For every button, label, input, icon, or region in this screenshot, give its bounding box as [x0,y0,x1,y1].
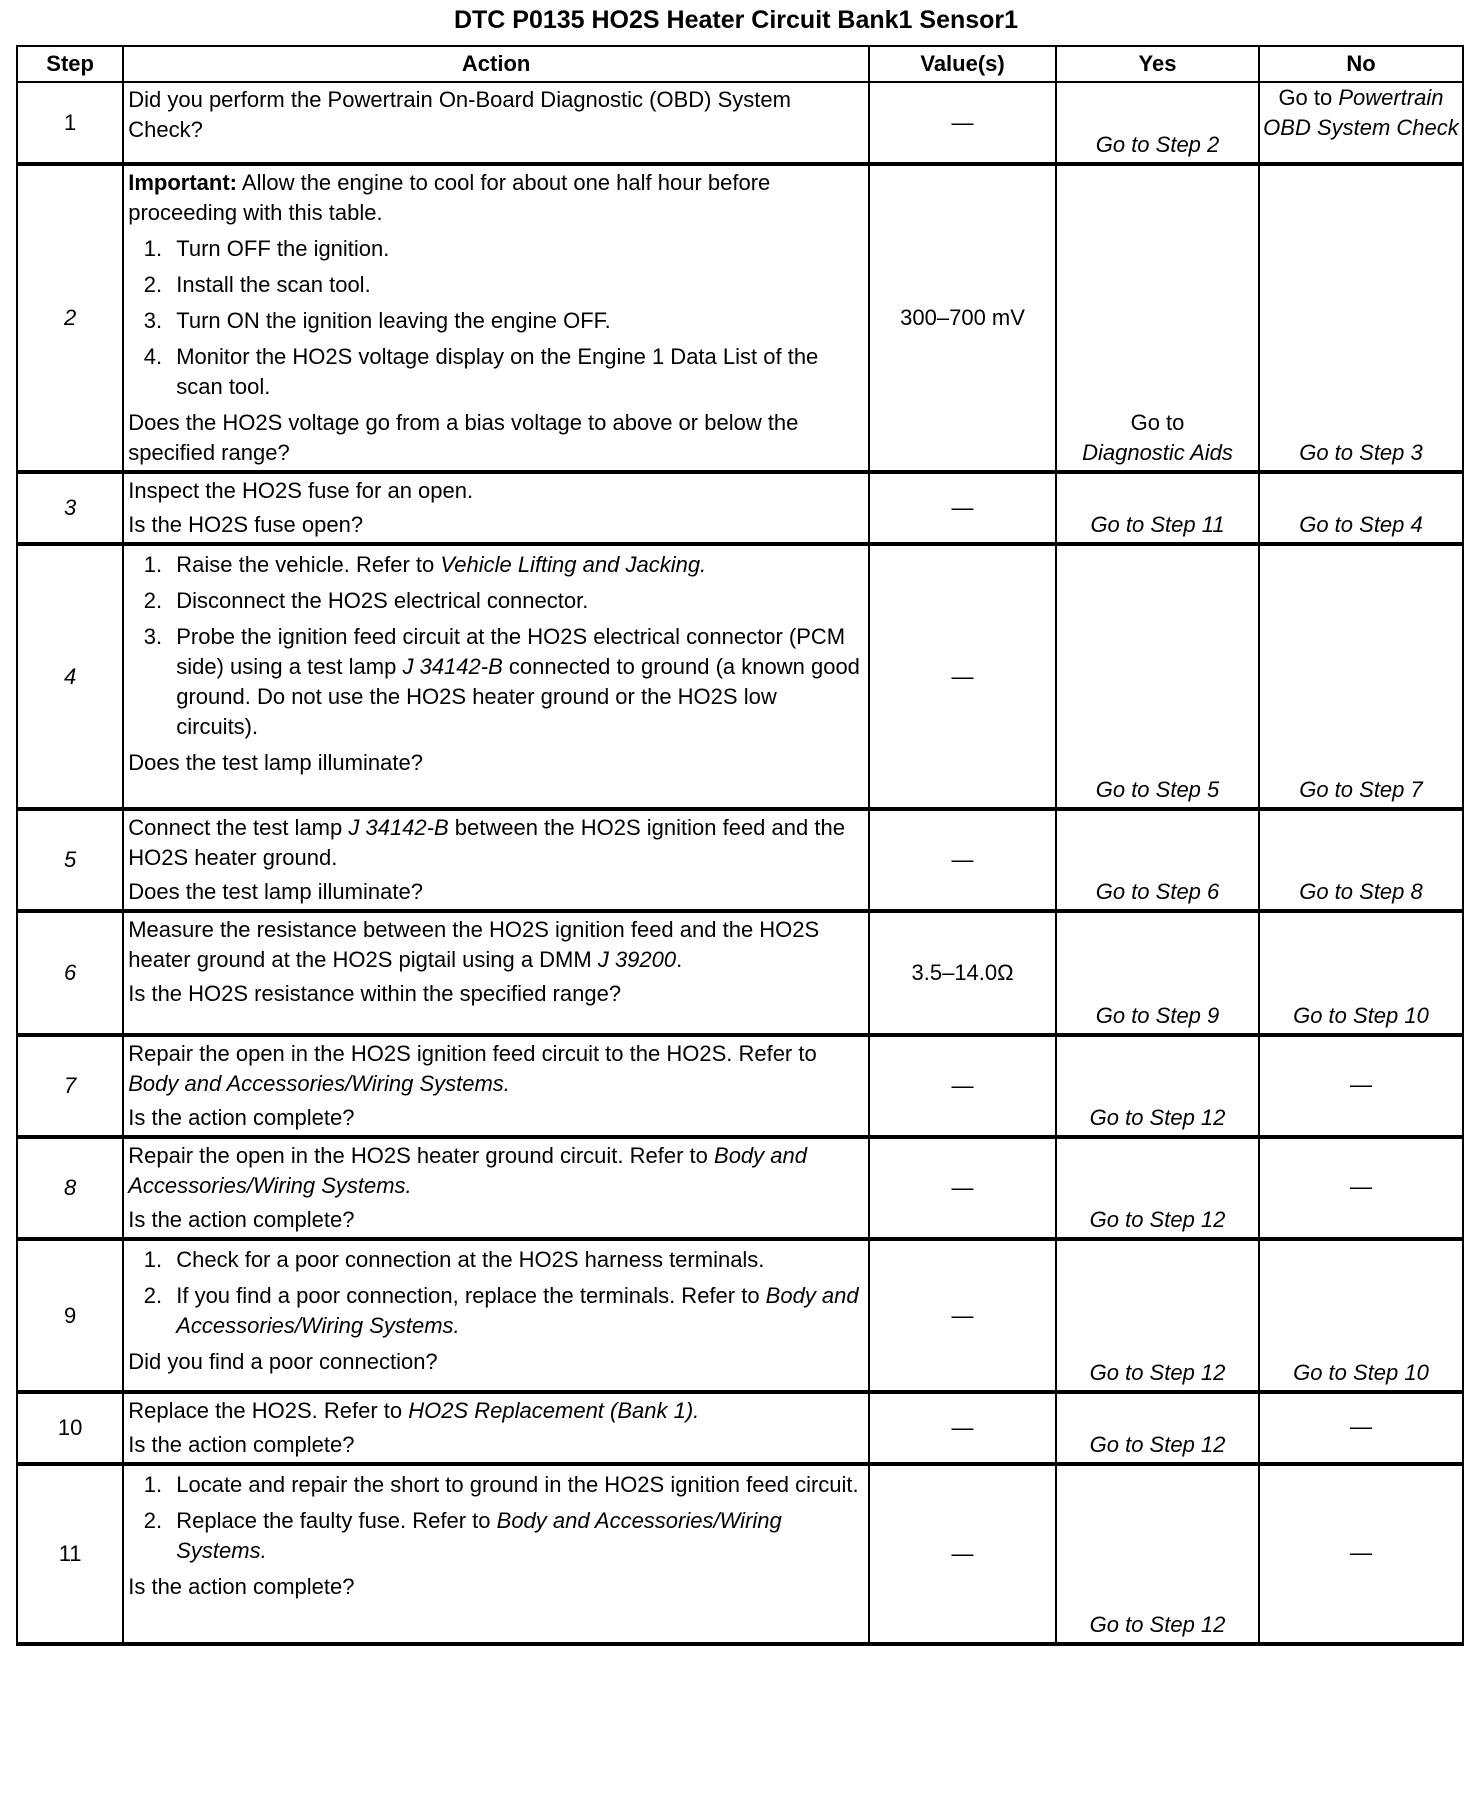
step-number: 10 [17,1392,123,1464]
reference-link: Body and Accessories/Wiring Systems. [176,1508,782,1563]
list-item: 3. Turn ON the ignition leaving the engine OFF. [168,306,862,336]
action-text-rest: between the HO2S ignition feed and the HO2S heater ground. [128,815,845,870]
item-text: If you find a poor connection, replace the terminals. Refer to [176,1283,766,1308]
no-link: Powertrain OBD System Check [1263,85,1459,140]
item-text: Probe the ignition feed circuit at the HO2S electrical connector (PCM side) using a test lamp [176,624,846,679]
value-cell: — [869,544,1056,809]
list-item [168,1281,862,1341]
tool-ref: J 34142-B [348,815,449,840]
step-number: 9 [17,1239,123,1392]
list-item [168,1506,862,1566]
action-question: Did you find a poor connection? [128,1349,438,1374]
no-prefix: Go to [1278,85,1339,110]
item-text: Replace the faulty fuse. Refer to [176,1508,497,1533]
list-item [168,550,862,580]
header-action: Action [123,46,869,82]
action-question: Is the action complete? [128,1432,355,1457]
action-steps [128,550,862,742]
action-question: Does the HO2S voltage go from a bias voltage to above or below the specified range? [128,410,799,465]
action-cell [123,911,869,1035]
step-number: 8 [17,1137,123,1239]
list-item: 4. Monitor the HO2S voltage display on the Engine 1 Data List of the scan tool. [168,342,862,402]
action-cell [123,164,869,472]
no-cell: Go to Step 7 [1259,544,1463,809]
action-text: Did you perform the Powertrain On-Board Diagnostic (OBD) System Check? [128,87,791,142]
important-label: Important: [128,170,237,195]
table-row [17,1137,1463,1239]
yes-cell: Go to Step 11 [1056,472,1259,544]
list-item [168,622,862,742]
yes-cell: Go to Step 12 [1056,1239,1259,1392]
yes-cell: Go to Step 12 [1056,1035,1259,1137]
step-number: 3 [17,472,123,544]
action-cell [123,472,869,544]
action-text [128,1039,862,1099]
tool-ref: J 34142-B [402,654,503,679]
value-cell: — [869,82,1056,164]
yes-cell: Go to Step 5 [1056,544,1259,809]
step-number: 2 [17,164,123,472]
action-text: Inspect the HO2S fuse for an open. [128,478,474,503]
step-number: 1 [17,82,123,164]
diagnostic-table-container [16,45,1464,1646]
no-cell: Go to Step 10 [1259,911,1463,1035]
action-question: Is the action complete? [128,1207,355,1232]
no-cell: — [1259,1464,1463,1644]
action-question: Does the test lamp illuminate? [128,750,423,775]
no-cell: — [1259,1137,1463,1239]
table-row [17,472,1463,544]
reference-link: Body and Accessories/Wiring Systems. [128,1071,510,1096]
action-question: Is the HO2S resistance within the specified range? [128,981,622,1006]
step-number: 6 [17,911,123,1035]
action-steps [128,1245,862,1341]
yes-cell: Go to Step 2 [1056,82,1259,164]
table-row [17,1239,1463,1392]
action-text-start: Repair the open in the HO2S ignition feed circuit to the HO2S. Refer to [128,1041,817,1066]
step-number: 5 [17,809,123,911]
item-rest: connected to ground (a known good ground. Do not use the HO2S heater ground or the HO2S low circuits). [176,654,860,739]
yes-cell: Go to Step 12 [1056,1137,1259,1239]
value-cell: — [869,1239,1056,1392]
list-item: 1. Turn OFF the ignition. [168,234,862,264]
action-cell [123,544,869,809]
value-cell: 300–700 mV [869,164,1056,472]
value-cell: — [869,472,1056,544]
yes-cell: Go to Step 6 [1056,809,1259,911]
action-text-end: . [676,947,683,972]
tool-ref: J 39200 [597,947,677,972]
diagnostic-table [16,45,1464,1646]
yes-link: Diagnostic Aids [1082,440,1233,465]
action-question: Is the action complete? [128,1105,355,1130]
yes-cell: Go to Step 9 [1056,911,1259,1035]
header-values: Value(s) [869,46,1056,82]
header-step: Step [17,46,123,82]
table-row [17,1392,1463,1464]
value-cell: — [869,1464,1056,1644]
action-cell [123,82,869,164]
no-cell: Go to Step 10 [1259,1239,1463,1392]
list-item: 1. Locate and repair the short to ground in the HO2S ignition feed circuit. [168,1470,862,1500]
yes-cell: Go to Step 12 [1056,1464,1259,1644]
action-text [128,813,862,873]
no-cell: Go to Step 4 [1259,472,1463,544]
action-steps [128,1470,862,1566]
value-cell: — [869,1392,1056,1464]
yes-cell: Go to Step 12 [1056,1392,1259,1464]
header-row [17,46,1463,82]
step-number: 7 [17,1035,123,1137]
no-cell: — [1259,1392,1463,1464]
no-cell: Go to Step 3 [1259,164,1463,472]
table-row [17,1464,1463,1644]
table-row [17,544,1463,809]
yes-prefix: Go to [1130,410,1185,435]
action-question: Does the test lamp illuminate? [128,879,423,904]
action-question: Is the action complete? [128,1574,355,1599]
action-text [128,1396,862,1426]
table-row [17,1035,1463,1137]
important-note [128,168,862,228]
no-cell: Go to Step 8 [1259,809,1463,911]
table-row [17,911,1463,1035]
table-row [17,809,1463,911]
action-text-start: Replace the HO2S. Refer to [128,1398,409,1423]
no-cell [1259,82,1463,164]
important-text: Allow the engine to cool for about one half hour before proceeding with this table. [128,170,771,225]
action-cell [123,1239,869,1392]
reference-link: Body and Accessories/Wiring Systems. [128,1143,807,1198]
reference-link: Body and Accessories/Wiring Systems. [176,1283,859,1338]
action-cell [123,1392,869,1464]
item-link: Vehicle Lifting and Jacking. [440,552,707,577]
action-steps [128,234,862,402]
action-cell [123,1137,869,1239]
yes-cell [1056,164,1259,472]
action-question: Is the HO2S fuse open? [128,512,364,537]
action-text-start: Repair the open in the HO2S heater ground circuit. Refer to [128,1143,715,1168]
table-row [17,164,1463,472]
no-cell: — [1259,1035,1463,1137]
reference-link: HO2S Replacement (Bank 1). [408,1398,700,1423]
value-cell: 3.5–14.0Ω [869,911,1056,1035]
value-cell: — [869,809,1056,911]
page-title: DTC P0135 HO2S Heater Circuit Bank1 Sensor1 [453,6,1019,34]
list-item: 1. Check for a poor connection at the HO2S harness terminals. [168,1245,862,1275]
value-cell: — [869,1035,1056,1137]
action-text [128,1141,862,1201]
action-text-start: Measure the resistance between the HO2S ignition feed and the HO2S heater ground at the HO2S pigtail using a DMM [128,917,820,972]
header-yes: Yes [1056,46,1259,82]
table-row [17,82,1463,164]
value-cell: — [869,1137,1056,1239]
action-cell [123,1464,869,1644]
action-cell [123,809,869,911]
step-number: 4 [17,544,123,809]
action-text-start: Connect the test lamp [128,815,349,840]
header-no: No [1259,46,1463,82]
action-cell [123,1035,869,1137]
item-text: Raise the vehicle. Refer to [176,552,441,577]
step-number: 11 [17,1464,123,1644]
list-item: 2. Disconnect the HO2S electrical connector. [168,586,862,616]
action-text [128,915,862,975]
list-item: 2. Install the scan tool. [168,270,862,300]
